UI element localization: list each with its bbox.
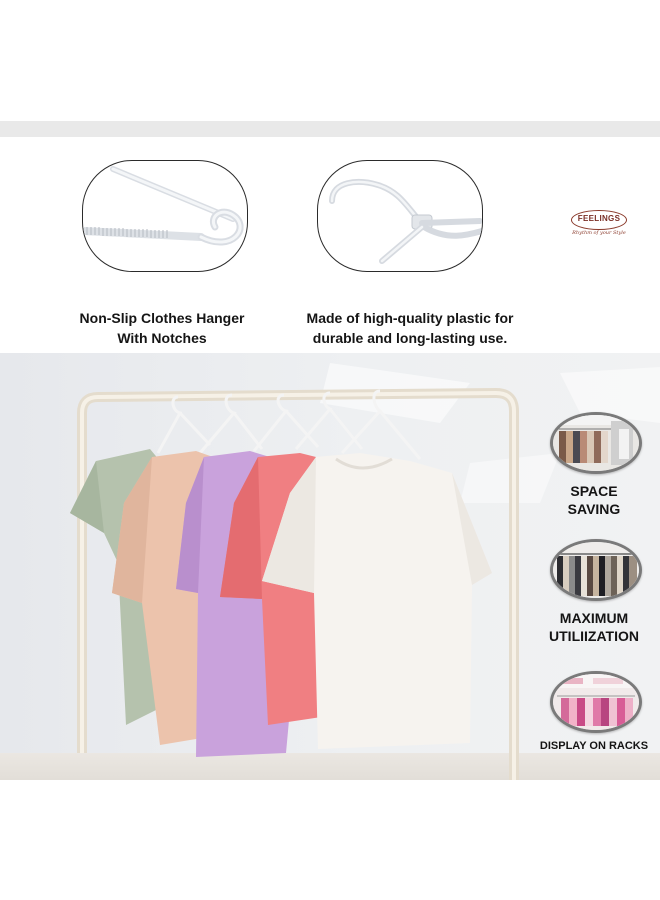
hanger-hook-closeup — [317, 160, 483, 272]
hanging-garments-photo-icon — [550, 539, 642, 601]
logo-tagline: Rhythm of your Style — [572, 230, 626, 236]
material-caption: Made of high-quality plastic for durable and long-lasting use. — [306, 310, 514, 346]
feelings-logo — [568, 208, 630, 240]
hanger-notch-closeup — [82, 160, 248, 272]
maximum-utilization-label: MAXIMUM UTILIIZATION — [549, 610, 639, 644]
notch-caption: Non-Slip Clothes Hanger With Notches — [79, 310, 245, 346]
store-display-photo-icon — [550, 671, 642, 733]
display-on-racks-label: DISPLAY ON RACKS — [539, 740, 649, 752]
space-saving-label: SPACE SAVING — [567, 483, 621, 517]
logo-brand: FEELINGS — [577, 214, 621, 223]
clothes-rack-photo-icon — [550, 412, 642, 474]
top-band — [0, 121, 660, 137]
